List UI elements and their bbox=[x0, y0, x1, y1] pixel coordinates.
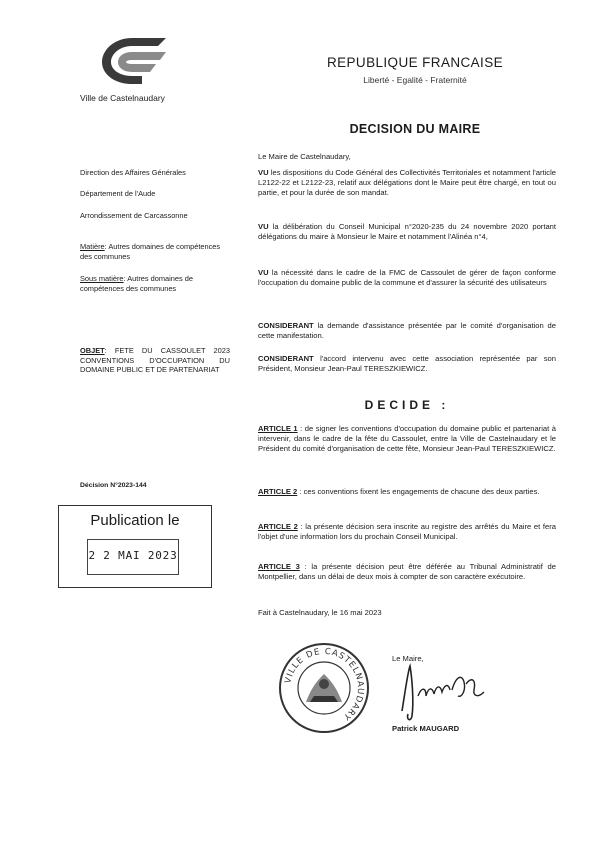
considerant-label: CONSIDERANT bbox=[258, 321, 314, 330]
departement-label: Département de l'Aude bbox=[80, 189, 156, 198]
publication-date: 2 2 MAI 2023 bbox=[88, 549, 178, 562]
publication-stamp bbox=[58, 505, 212, 588]
considerant-text: la demande d'assistance présentée par le comité d'organisation de cette manifestation. bbox=[258, 321, 556, 340]
article-2b bbox=[258, 522, 556, 542]
considerant-paragraph-2 bbox=[258, 354, 556, 374]
vu-label: VU bbox=[258, 168, 269, 177]
publication-title: Publication le bbox=[90, 512, 180, 529]
vu-label: VU bbox=[258, 222, 269, 231]
article-label: ARTICLE 2 bbox=[258, 522, 298, 531]
vu-text: la nécessité dans le cadre de la FMC de Cassoulet de gérer de façon conforme l'occupation du domaine public de la commune et d'assurer la sécurité des utilisateurs bbox=[258, 268, 556, 287]
handwritten-signature-icon bbox=[392, 656, 492, 726]
article-1 bbox=[258, 424, 556, 454]
article-text: : la présente décision peut être déférée au Tribunal Administratif de Montpellier, dans un délai de deux mois à compter de son caractère exécutoire. bbox=[258, 562, 556, 581]
decide-heading: DECIDE : bbox=[364, 398, 450, 412]
fait-line: Fait à Castelnaudary, le 16 mai 2023 bbox=[258, 608, 382, 617]
matiere-text: : Autres domaines de compétences des communes bbox=[80, 242, 221, 261]
considerant-text: l'accord intervenu avec cette association représentée par son Président, Monsieur Jean-Paul TERESZKIEWICZ. bbox=[258, 354, 556, 373]
seal-text: VILLE DE CASTELNAUDARY bbox=[283, 646, 366, 723]
vu-paragraph-1 bbox=[258, 168, 556, 198]
article-text: : ces conventions fixent les engagements de chacune des deux parties. bbox=[297, 487, 540, 496]
sous-matiere-text: : Autres domaines de compétences des communes bbox=[80, 274, 193, 293]
municipal-seal-icon bbox=[276, 640, 372, 736]
motto: Liberté - Egalité - Fraternité bbox=[363, 75, 467, 85]
direction-label: Direction des Affaires Générales bbox=[80, 168, 186, 177]
article-label: ARTICLE 3 bbox=[258, 562, 300, 571]
matiere-label: Matière bbox=[80, 242, 105, 251]
vu-label: VU bbox=[258, 268, 269, 277]
objet-block bbox=[80, 346, 230, 375]
vu-text: les dispositions du Code Général des Collectivités Territoriales et notamment l'article L2122-22 et L2122-23, relatif aux délégations dont le Maire peut être chargé, en tout ou partie, et pour la durée de son mandat. bbox=[258, 168, 556, 197]
article-2a bbox=[258, 487, 556, 497]
document-title: DECISION DU MAIRE bbox=[349, 122, 481, 136]
city-name: Ville de Castelnaudary bbox=[80, 93, 165, 103]
considerant-paragraph-1 bbox=[258, 321, 556, 341]
article-text: : la présente décision sera inscrite au registre des arrêtés du Maire et fera l'objet d'une information lors du prochain Conseil Municipal. bbox=[258, 522, 556, 541]
publication-date-box bbox=[87, 539, 179, 575]
objet-text: : FETE DU CASSOULET 2023 CONVENTIONS D'OCCUPATION DU DOMAINE PUBLIC ET DE PARTENARIAT bbox=[80, 346, 230, 374]
republic-heading: REPUBLIQUE FRANCAISE bbox=[326, 55, 504, 70]
article-3 bbox=[258, 562, 556, 582]
vu-text: la délibération du Conseil Municipal n°2020-235 du 24 novembre 2020 portant délégations du maire à Monsieur le Maire et notamment l'Alinéa n°4, bbox=[258, 222, 556, 241]
objet-label: OBJET bbox=[80, 346, 105, 355]
signatory-name bbox=[392, 724, 459, 733]
article-text: : de signer les conventions d'occupation du domaine public et partenariat à intervenir, dans le cadre de la fête du Cassoulet, entre la Ville de Castelnaudary et le Président du comité d'organisation de cette fête, Monsieur Jean-Paul TERESZKIEWICZ. bbox=[258, 424, 556, 453]
vu-paragraph-2 bbox=[258, 222, 556, 242]
article-label: ARTICLE 1 bbox=[258, 424, 298, 433]
decision-number: Décision N°2023-144 bbox=[80, 482, 147, 489]
sous-matiere-label: Sous matière bbox=[80, 274, 124, 283]
article-label: ARTICLE 2 bbox=[258, 487, 298, 496]
signatory-name-text: Patrick MAUGARD bbox=[392, 724, 460, 733]
matiere-block bbox=[80, 242, 230, 261]
arrondissement-label: Arrondissement de Carcassonne bbox=[80, 211, 188, 220]
intro: Le Maire de Castelnaudary, bbox=[258, 152, 351, 161]
considerant-label: CONSIDERANT bbox=[258, 354, 314, 363]
city-logo-icon bbox=[92, 32, 172, 87]
signature-role: Le Maire, bbox=[392, 654, 424, 663]
vu-paragraph-3 bbox=[258, 268, 556, 288]
sous-matiere-block bbox=[80, 274, 230, 293]
